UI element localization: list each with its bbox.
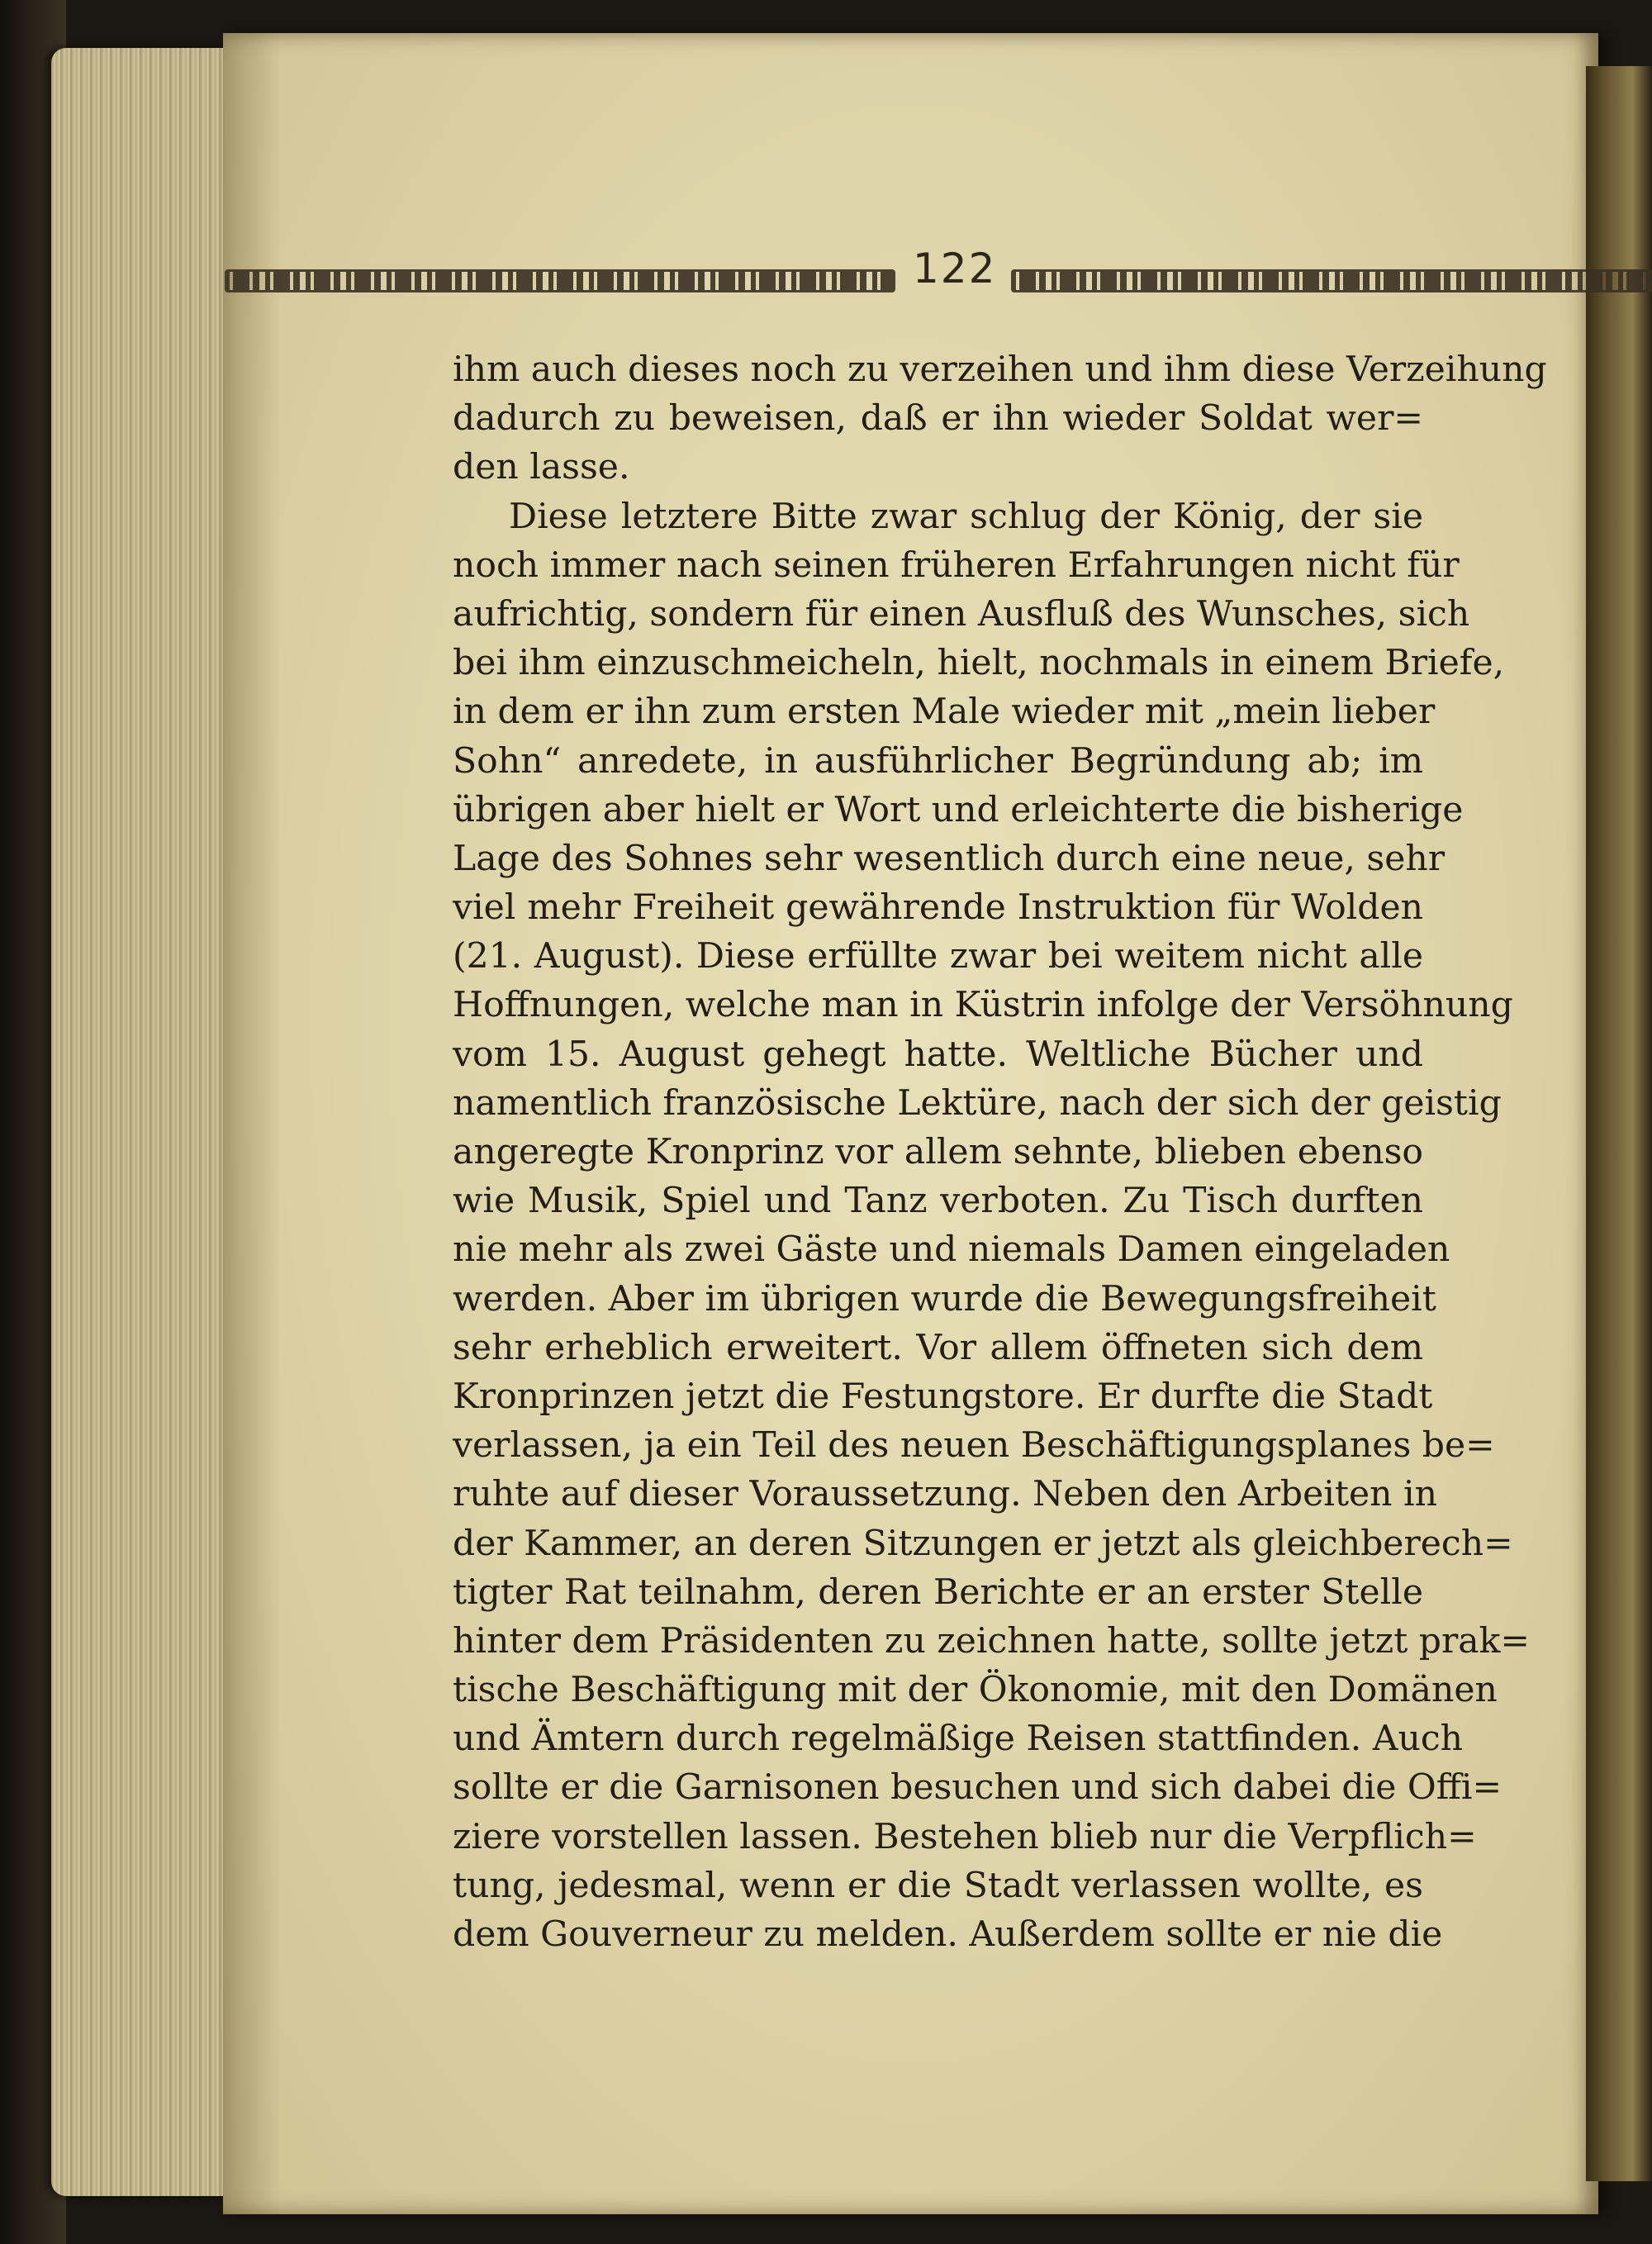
text-line: tung, jedesmal, wenn er die Stadt verlassen wollte, es [453,1865,1423,1906]
text-line: viel mehr Freiheit gewährende Instruktion für Wolden [453,887,1423,929]
text-line: wie Musik, Spiel und Tanz verboten. Zu Tisch durften [453,1181,1423,1222]
text-line: verlassen, ja ein Teil des neuen Beschäftigungsplanes be= [453,1425,1495,1467]
text-line: werden. Aber im übrigen wurde die Bewegungsfreiheit [453,1278,1436,1319]
header-ornament-left [225,269,895,292]
text-line: in dem er ihn zum ersten Male wieder mit „mein lieber [453,692,1436,733]
text-line: noch immer nach seinen früheren Erfahrungen nicht für [453,544,1460,586]
adjacent-page-edge [1586,66,1652,2181]
text-line: aufrichtig, sondern für einen Ausfluß des Wunsches, sich [453,593,1470,635]
text-line: den lasse. [453,447,630,488]
text-line: vom 15. August gehegt hatte. Weltliche Bücher und [453,1034,1423,1075]
text-line: Diese letztere Bitte zwar schlug der König, der sie [509,496,1423,537]
page-number: 122 [913,245,997,292]
text-line: (21. August). Diese erfüllte zwar bei weitem nicht alle [453,936,1423,977]
text-line: Kronprinzen jetzt die Festungstore. Er durfte die Stadt [453,1376,1433,1417]
text-line: und Ämtern durch regelmäßige Reisen stattfinden. Auch [453,1719,1464,1760]
text-line: tische Beschäftigung mit der Ökonomie, mit den Domänen [453,1670,1498,1711]
text-line: dadurch zu beweisen, daß er ihn wieder Soldat wer= [453,398,1423,440]
text-line: Hoffnungen, welche man in Küstrin infolge der Versöhnung [453,985,1513,1026]
text-line: sollte er die Garnisonen besuchen und sich dabei die Offi= [453,1767,1502,1809]
text-line: angeregte Kronprinz vor allem sehnte, blieben ebenso [453,1132,1423,1172]
text-line: Sohn“ anredete, in ausführlicher Begründung ab; im [453,740,1423,782]
text-line: nie mehr als zwei Gäste und niemals Damen eingeladen [453,1229,1450,1271]
text-line: dem Gouverneur zu melden. Außerdem sollte er nie die [453,1914,1443,1955]
gutter-shadow [223,33,281,2214]
body-text [453,345,1547,1959]
page-stack-edges [51,48,241,2196]
text-line: Lage des Sohnes sehr wesentlich durch eine neue, sehr [453,838,1446,879]
text-line: übrigen aber hielt er Wort und erleichterte die bisherige [453,789,1464,830]
text-line: der Kammer, an deren Sitzungen er jetzt als gleichberech= [453,1523,1513,1564]
text-line: hinter dem Präsidenten zu zeichnen hatte, sollte jetzt prak= [453,1620,1531,1662]
text-line: sehr erheblich erweitert. Vor allem öffneten sich dem [453,1327,1423,1368]
header-ornament-right [1011,269,1652,292]
text-line: bei ihm einzuschmeicheln, hielt, nochmals in einem Briefe, [453,643,1505,684]
text-line: namentlich französische Lektüre, nach der sich der geistig [453,1082,1502,1124]
text-line: ruhte auf dieser Voraussetzung. Neben den Arbeiten in [453,1474,1437,1515]
text-line: tigter Rat teilnahm, deren Berichte er an erster Stelle [453,1571,1423,1613]
text-line: ihm auch dieses noch zu verzeihen und ihm diese Verzeihung [453,349,1547,390]
text-line: ziere vorstellen lassen. Bestehen blieb nur die Verpflich= [453,1816,1477,1857]
